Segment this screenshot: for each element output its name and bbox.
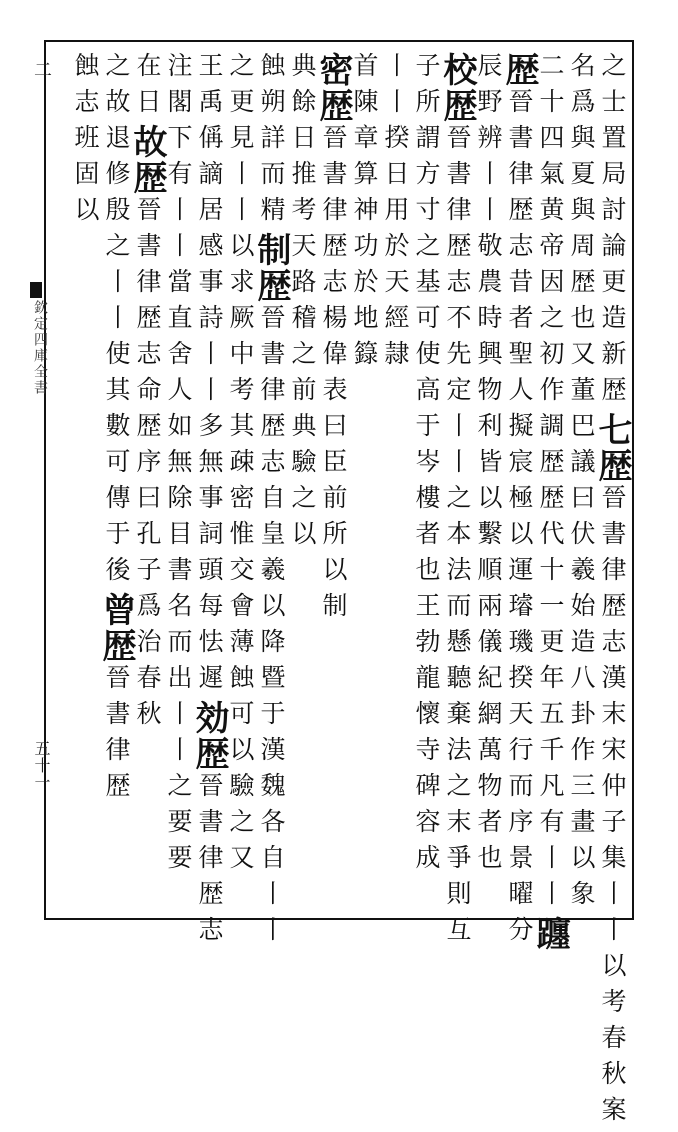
column-text: 蝕 [71, 52, 100, 88]
column-text: 注閣下有丨丨當直舍人如無除目書名而出丨丨之要要 [164, 52, 193, 880]
text-column [96, 52, 136, 914]
text-column [189, 52, 229, 952]
column-annotation: 晉書律歴志漢末宋仲子集丨丨以考春秋案 [598, 484, 627, 1132]
headword: 七歴 [592, 412, 632, 484]
headword: 歴 [499, 52, 539, 88]
column-text: 之更見丨丨以求厥中考其疎密惟交會薄蝕可以驗之又 [226, 52, 255, 880]
text-column [592, 52, 632, 1132]
headword: 故歴 [127, 124, 167, 196]
column-annotation: 志班固以 [71, 88, 100, 232]
text-column [380, 52, 411, 914]
margin-block-mark [30, 282, 42, 298]
headword: 密歴 [313, 52, 353, 124]
text-column [313, 52, 353, 914]
column-text: 王禹偁謫居感事詩丨丨多無事詞頭每怯遲 [195, 52, 224, 700]
text-column [411, 52, 442, 914]
text-column [70, 52, 101, 914]
column-annotation: 晉書律歴志 [195, 772, 224, 952]
column-annotation: 晉書律歴志自皇羲以降暨于漢魏各自丨丨 [257, 304, 286, 952]
text-column [163, 52, 194, 914]
text-column [127, 52, 167, 914]
column-text: 首陳章算神功於地籙 [350, 52, 379, 376]
text-column [225, 52, 256, 914]
headword: 制歴 [251, 232, 291, 304]
margin-top-mark: 二 [31, 60, 52, 78]
margin-book-title: 欽定四庫全書 [32, 300, 48, 396]
text-column [349, 52, 380, 914]
text-column [251, 52, 291, 952]
headword: 躔 [530, 916, 570, 952]
column-text: 丨丨揆日用於天經隷 [381, 52, 410, 376]
column-text: 典餘日推考天路稽之前典驗之以 [288, 52, 317, 556]
text-column [499, 52, 539, 952]
column-text: 辰野辨丨丨敬農時興物利皆以繫順兩儀紀網萬物者也 [474, 52, 503, 880]
column-text: 子所謂方寸之基可使高于岑樓者也王勃龍懷寺碑容成 [412, 52, 441, 880]
column-annotation: 晉書律歴志楊偉表曰臣前所以制 [319, 124, 348, 628]
column-text: 蝕朔詳而精 [257, 52, 286, 232]
text-column [437, 52, 477, 952]
page-number: 五十一 [32, 740, 51, 791]
headword: 効歴 [189, 700, 229, 772]
column-text: 之故退修殷之丨丨使其數可傳于後 [102, 52, 131, 592]
column-text: 名爲與夏與周歴也又董巴議曰伏羲始造八卦作三畫以象 [567, 52, 596, 916]
text-column [530, 52, 570, 952]
column-text: 二十四氣黄帝因之初作調歴歴代十一更年五千凡有丨丨 [536, 52, 565, 916]
column-annotation: 晉書律歴志不先定丨丨之本法而懸聽棄法之末爭則互 [443, 124, 472, 952]
column-text: 之士置局討論更造新歴 [598, 52, 627, 412]
column-text: 在日 [133, 52, 162, 124]
text-column [473, 52, 504, 914]
text-column [287, 52, 318, 914]
column-annotation: 晉書律歴志昔者聖人擬宸極以運璿璣揆天行而序景曜分 [505, 88, 534, 952]
headword: 曾歴 [96, 592, 136, 664]
column-annotation: 晉書律歴 [102, 664, 131, 808]
headword: 校歴 [437, 52, 477, 124]
column-annotation: 晉書律歴志命歴序曰孔子爲治春秋 [133, 196, 162, 736]
text-column [566, 52, 597, 914]
